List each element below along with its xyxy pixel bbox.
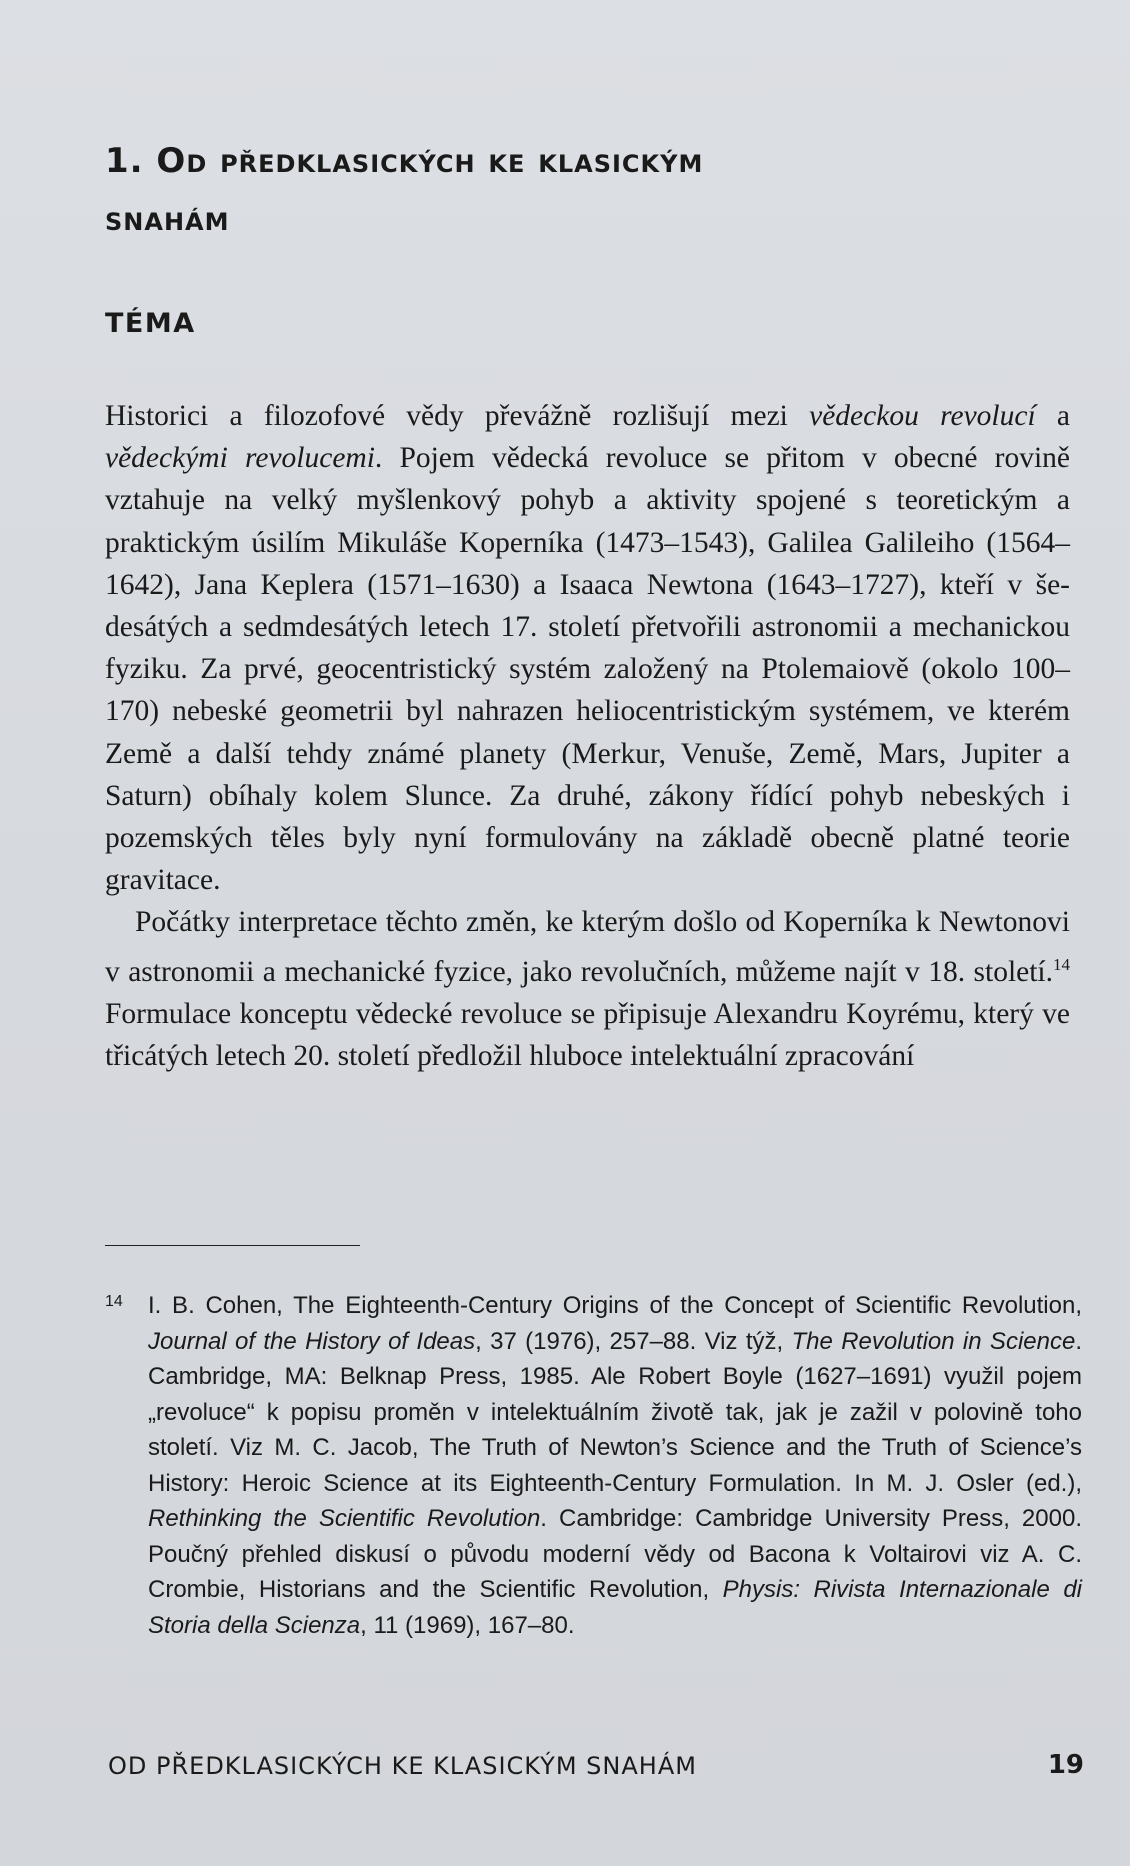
fn-italic-1: Journal of the History of Ideas (148, 1327, 476, 1355)
running-footer-title: OD PŘEDKLASICKÝCH KE KLASICKÝM SNAHÁM (108, 1752, 697, 1780)
footnote (105, 1288, 1082, 1643)
p2-text-b: Formulace konceptu vědecké revoluce se připisuje Alexandru Koyrému, který ve třicátých letech 20. století předložil hluboce intelektuální zpracování (105, 997, 1070, 1072)
p1-text-b: a (1035, 400, 1071, 432)
footnote-text (148, 1288, 1082, 1643)
fn-text-3: . Cambridge, MA: Belknap Press, 1985. Ale Robert Boyle (1627–1691) využil pojem „revoluce“ k popisu proměn v intelektuálním životě tak, jak je zažil v polovině toho století. Viz M. C. Jacob, The Truth of Newton’s Science and the Truth of Science’s History: Heroic Science at its Eighteenth-Century Formulation. In M. J. Osler (ed.), (148, 1327, 1082, 1497)
p1-text-a: Historici a filozofové vědy převážně rozlišují mezi (105, 400, 810, 432)
chapter-title (105, 132, 965, 248)
fn-italic-3: Rethinking the Scientific Revolution (148, 1505, 541, 1532)
fn-text-5: , 11 (1969), 167–80. (360, 1611, 575, 1639)
footnote-reference[interactable]: 14 (1053, 954, 1070, 974)
footnote-marker: 14 (105, 1293, 123, 1310)
fn-text-1: I. B. Cohen, The Eighteenth-Century Origins of the Concept of Scientific Revolution, (148, 1292, 1082, 1319)
p1-emphasis-2: vědeckými revolucemi (105, 442, 375, 475)
chapter-title-line2: snahám (105, 199, 230, 239)
section-heading: TÉMA (105, 308, 196, 339)
page-number: 19 (1047, 1750, 1084, 1780)
p1-emphasis-1: vědeckou revolucí (809, 400, 1036, 432)
body-text (105, 395, 1070, 1077)
fn-italic-2: The Revolution in Science (791, 1327, 1076, 1355)
footnote-divider (105, 1245, 360, 1246)
p2-text-a: Počátky interpretace těchto změn, ke kterým došlo od Koperníka k Newtonovi v astronomii a mechanické fyzice, jako revolučních, můžeme najít v 18. století. (105, 906, 1070, 988)
paragraph-2 (105, 901, 1070, 1077)
p1-text-c: . Pojem vědecká revoluce se přitom v obecné rovině vztahuje na velký myšlenkový pohyb a aktivity spojené s teoretickým a praktickým úsilím Mikuláše Koperníka (1473–1543), Galilea Galileiho (1564–1642), Jana Keplera (1571–1630) a Isaaca Newtona (1643–1727), kteří v šedesátých a sedmdesátých letech 17. století přetvořili astronomii a mechanickou fyziku. Za prvé, geocentristický systém založený na Ptolemaiově (okolo 100–170) nebeské geometrii byl nahrazen heliocentristickým systémem, ve kterém Země a další tehdy známé planety (Merkur, Venuše, Země, Mars, Jupiter a Saturn) obíhaly kolem Slunce. Za druhé, zákony řídící pohyb nebeských i pozemských těles byly nyní formulovány na základě obecně platné teorie gravitace. (105, 442, 1070, 897)
fn-text-2: , 37 (1976), 257–88. Viz týž, (475, 1327, 792, 1355)
paragraph-1 (105, 395, 1070, 901)
chapter-title-line1: 1. Od předklasických ke klasickým (105, 141, 704, 181)
fn-text-4: . Cambridge: Cambridge University Press, 2000. Poučný přehled diskusí o původu moderní vědy od Bacona k Voltairovi viz A. C. Crombie, Historians and the Scientific Revolution, (148, 1505, 1082, 1603)
fn-italic-4: Physis: Rivista Internazionale di Storia della Scienza (148, 1576, 1082, 1639)
